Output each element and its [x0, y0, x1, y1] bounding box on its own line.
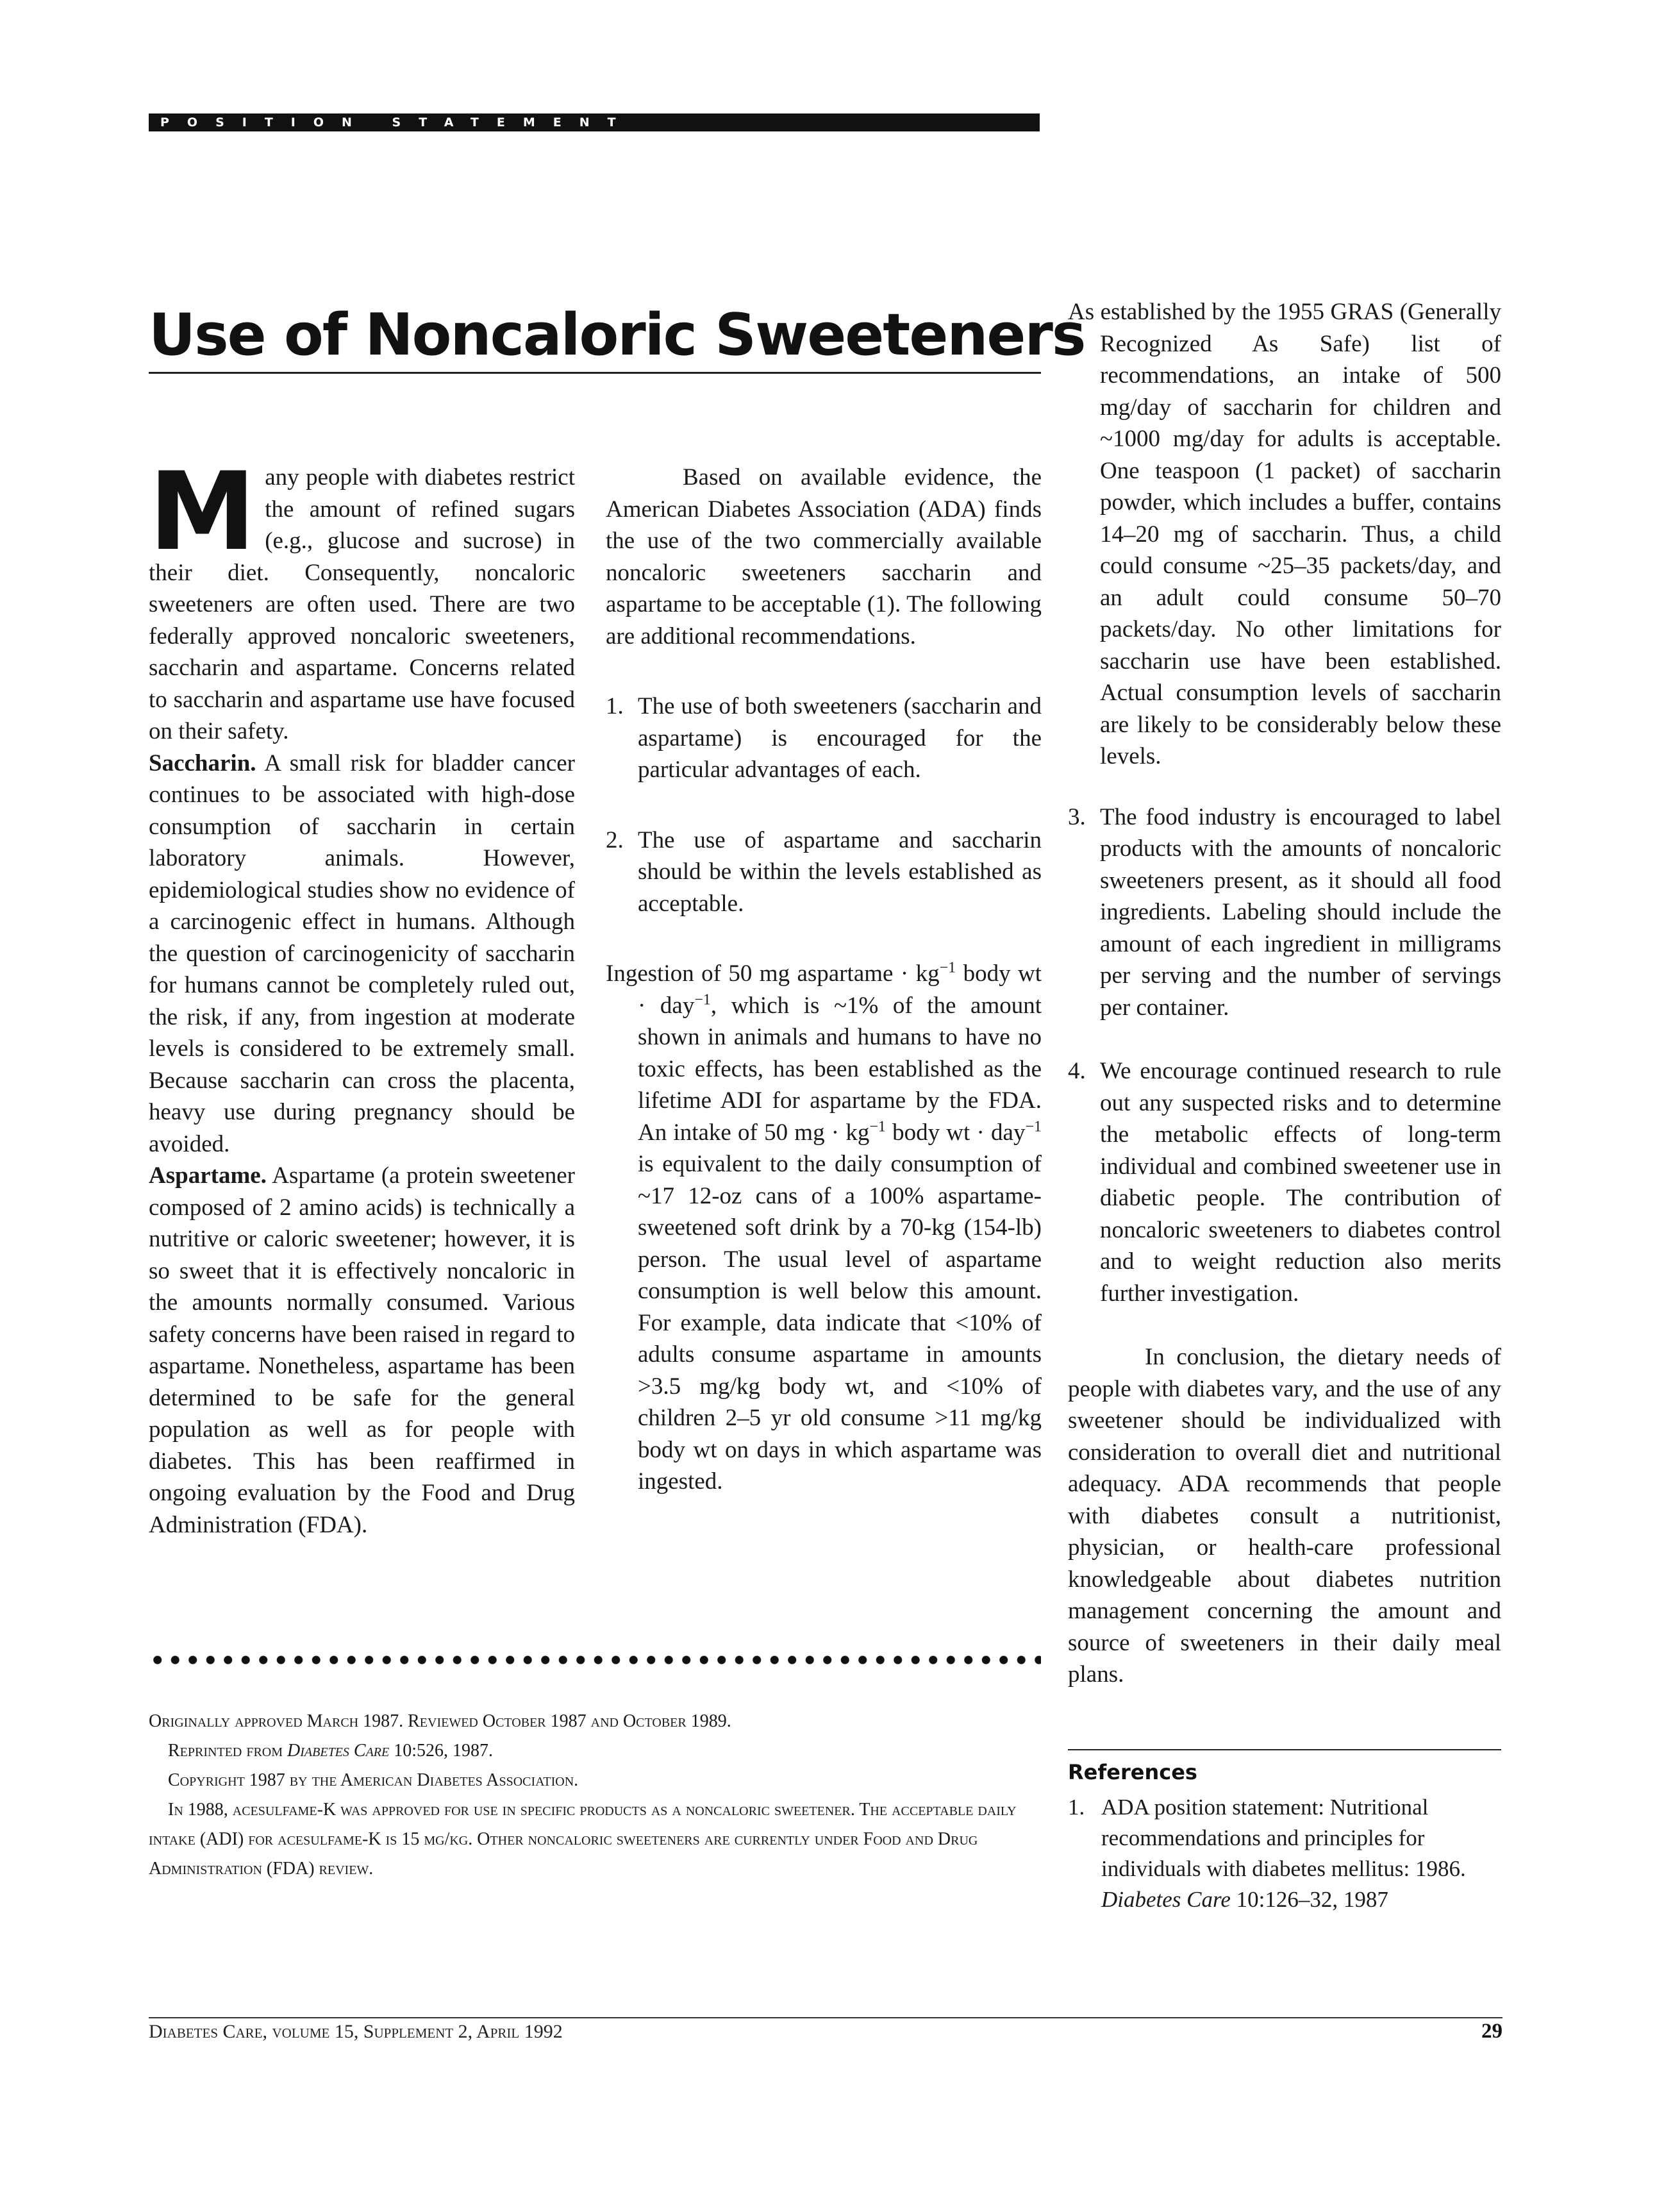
recommendation-item-2 [606, 825, 1042, 920]
reference-text: ADA position statement: Nutritional recommendations and principles for individuals with diabetes mellitus: 1986. [1101, 1795, 1466, 1881]
superscript: −1 [1025, 1118, 1042, 1135]
intro-text: any people with diabetes restrict the amount of refined sugars (e.g., glucose and sucrose) in their diet. Consequently, noncaloric sweeteners are often used. There are two federally approved noncaloric sweeteners, saccharin and aspartame. Concerns related to saccharin and aspartame use have focused on their safety. [149, 464, 575, 744]
article-title: Use of Noncaloric Sweeteners [149, 301, 1085, 369]
reference-item [1068, 1792, 1501, 1915]
aspartame-paragraph [149, 1160, 575, 1541]
reference-number: 1. [1068, 1795, 1085, 1820]
item-text: The use of aspartame and saccharin should be within the levels established as acceptable. [638, 826, 1042, 917]
column-1 [149, 449, 575, 1541]
reprint-text: Reprinted from [168, 1741, 288, 1761]
recommendation-item-1 [606, 691, 1042, 786]
recommendation-item-4 [1068, 1055, 1501, 1309]
column-3 [1068, 296, 1501, 1691]
item-text: The food industry is encouraged to label products with the amounts of noncaloric sweeteners present, as it should all food ingredients. Labeling should include the amount of each ingredient in milligrams per serving and the number of servings per container. [1100, 803, 1501, 1021]
copyright-note: Copyright 1987 by the American Diabetes Association. [168, 1770, 579, 1790]
reference-text: 10:126–32, 1987 [1230, 1887, 1388, 1912]
approval-note: Originally approved March 1987. Reviewed October 1987 and October 1989. [149, 1711, 731, 1731]
aspartame-text: Aspartame (a protein sweetener composed of 2 amino acids) is technically a nutritive or caloric sweetener; however, it is so sweet that it is effectively noncaloric in the amounts normally consumed. Various safety concerns have been raised in regard to aspartame. Nonetheless, aspartame has been determined to be safe for the general population as well as for people with diabetes. This has been reaffirmed in ongoing evaluation by the Food and Drug Administration (FDA). [149, 1162, 575, 1538]
ingestion-text: is equivalent to the daily consumption of ~17 12-oz cans of a 100% aspartame-sweetened soft drink by a 70-kg (154-lb) person. The usual level of aspartame consumption is well below this amount. For example, data indicate that <10% of adults consume aspartame in amounts >3.5 mg/kg body wt, and <10% of children 2–5 yr old consume >11 mg/kg body wt on days in which aspartame was ingested. [638, 1151, 1042, 1495]
intro-paragraph [149, 449, 575, 748]
saccharin-paragraph [149, 748, 575, 1160]
ingestion-text: body wt · day [885, 1119, 1026, 1146]
article-notes [149, 1707, 1046, 1884]
conclusion-paragraph: In conclusion, the dietary needs of people with diabetes vary, and the use of any sweetener should be individualized with consideration to overall diet and nutritional adequacy. ADA recommends that people with diabetes consult a nutritionist, physician, or health-care professional knowledgeable about diabetes nutrition management concerning the amount and source of sweeteners in their daily meal plans. [1068, 1344, 1501, 1688]
references-list [1068, 1792, 1501, 1915]
reprint-text: 10:526, 1987. [389, 1741, 494, 1761]
gras-paragraph: As established by the 1955 GRAS (Generally Recognized As Safe) list of recommendations, an intake of 500 mg/day of saccharin for children and ~1000 mg/day for adults is acceptable. One teaspoon (1 packet) of saccharin powder, which includes a buffer, contains 14–20 mg of saccharin. Thus, a child could consume ~25–35 packets/day, and an adult could consume 50–70 packets/day. No other limitations for saccharin use have been established. Actual consumption levels of saccharin are likely to be considerably below these levels. [1068, 299, 1501, 769]
ingestion-text: Ingestion of 50 mg aspartame · kg [606, 960, 940, 987]
ingestion-text: , which is ~1% of the amount shown in animals and humans to have no toxic effects, has been established as the lifetime ADI for aspartame by the FDA. An intake of 50 mg · kg [638, 992, 1042, 1146]
ingestion-paragraph [606, 958, 1042, 1498]
item-number: 3. [1068, 803, 1086, 830]
title-rule [149, 372, 1041, 374]
superscript: −1 [869, 1118, 886, 1135]
recommendation-item-3 [1068, 801, 1501, 1024]
drop-cap: M [149, 449, 256, 574]
footer-journal-info: Diabetes Care, volume 15, Supplement 2, April 1992 [149, 2021, 563, 2042]
item-text: We encourage continued research to rule out any suspected risks and to determine the metabolic effects of long-term individual and combined sweetener use in diabetic people. The contribution of noncaloric sweeteners to diabetes control and to weight reduction also merits further investigation. [1100, 1058, 1501, 1307]
item-number: 1. [606, 693, 624, 719]
column-2 [606, 462, 1042, 1498]
ingestion-text: body wt · day [638, 960, 1042, 1019]
reprint-note [149, 1736, 1046, 1766]
saccharin-heading: Saccharin. [149, 750, 256, 776]
aspartame-heading: Aspartame. [149, 1162, 267, 1189]
superscript: −1 [939, 959, 956, 976]
references-heading: References [1068, 1760, 1197, 1784]
item-number: 2. [606, 826, 624, 853]
recommendation-intro: Based on available evidence, the American Diabetes Association (ADA) finds the use of the two commercially available noncaloric sweeteners saccharin and aspartame to be acceptable (1). The following are additional recommendations. [606, 464, 1042, 649]
references-rule [1068, 1749, 1501, 1750]
footer-rule [149, 2017, 1502, 2018]
item-number: 4. [1068, 1058, 1086, 1084]
saccharin-text: A small risk for bladder cancer continues to be associated with high-dose consumption of saccharin in certain laboratory animals. However, epidemiological studies show no evidence of a carcinogenic effect in humans. Although the question of carcinogenicity of saccharin for humans cannot be completely ruled out, the risk, if any, from ingestion at moderate levels is considered to be extremely small. Because saccharin can cross the placenta, heavy use during pregnancy should be avoided. [149, 750, 575, 1157]
superscript: −1 [694, 991, 711, 1009]
item-text: The use of both sweeteners (saccharin and aspartame) is encouraged for the particular advantages of each. [638, 693, 1042, 783]
page-number: 29 [1481, 2020, 1502, 2043]
journal-name: Diabetes Care [287, 1741, 390, 1761]
section-header-label: POSITION STATEMENT [160, 115, 634, 130]
acesulfame-note: In 1988, acesulfame-K was approved for use in specific products as a noncaloric sweetener. The acceptable daily intake (ADI) for acesulfame-K is 15 mg/kg. Other noncaloric sweeteners are currently under Food and Drug Administration (FDA) review. [149, 1800, 1017, 1879]
reference-journal: Diabetes Care [1101, 1887, 1231, 1912]
dotted-rule [149, 1653, 1041, 1667]
